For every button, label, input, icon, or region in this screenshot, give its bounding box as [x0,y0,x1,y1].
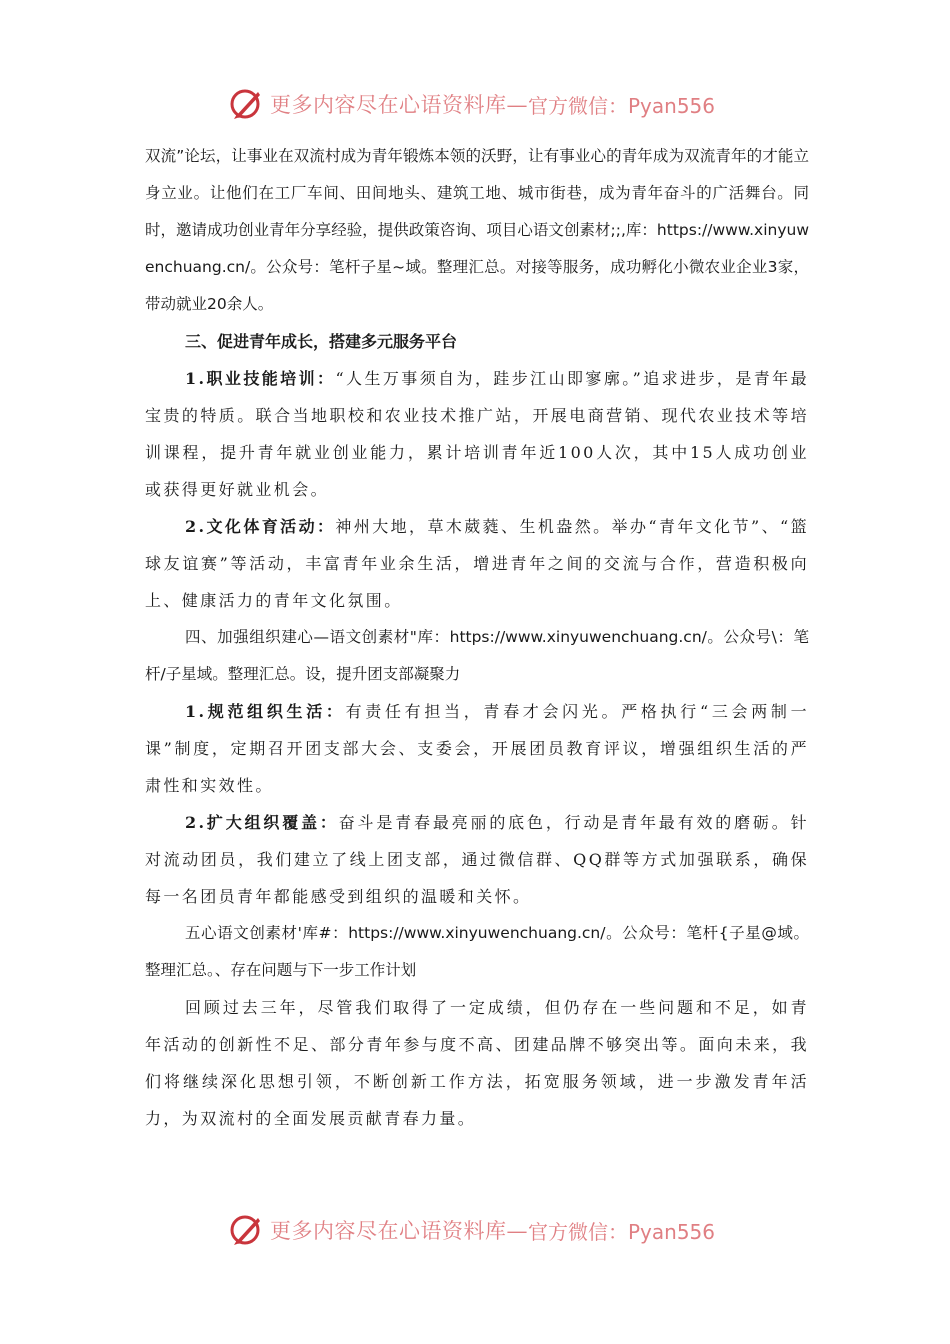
skills-training-lead: 1.职业技能培训： [185,369,336,388]
header-banner-wechat: 官方微信：Pyan556 [528,93,716,118]
skills-training-body: “人生万事须自为，跬步江山即寥廓。”追求进步，是青年最宝贵的特质。联合当地职校和农业技术推广站，开展电商营销、现代农业技术等培训课程，提升青年就业创业能力，累计培训青年近100人次，其中15人成功创业或获得更好就业机会。 [145,369,809,499]
footer-banner-text: 更多内容尽在心语资料库— [270,1219,528,1243]
section-heading-3: 三、促进青年成长，搭建多元服务平台 [185,332,458,351]
paragraph-intro: 双流”论坛，让事业在双流村成为青年锻炼本领的沃野，让有事业心的青年成为双流青年的才能立身立业。让他们在工厂车间、田间地头、建筑工地、城市街巷，成为青年奋斗的广活舞台。同时，邀请成功创业青年分享经验，提供政策咨询、项目心语文创素材;;,库：https://www.xinyuwenchuang.cn/。公众号：笔杆子星~域。整理汇总。对接等服务，成功孵化小微农业企业3家，带动就业20余人。 [145,147,809,313]
footer-banner [228,1210,715,1250]
pen-logo-icon [228,86,264,122]
footer-banner-wechat: 官方微信：Pyan556 [528,1219,716,1244]
paragraph-org-coverage [145,804,809,915]
paragraph-review-plan: 回顾过去三年，尽管我们取得了一定成绩，但仍存在一些问题和不足，如青年活动的创新性不足、部分青年参与度不高、团建品牌不够突出等。面向未来，我们将继续深化思想引领，不断创新工作方法，拓宽服务领域，进一步激发青年活力，为双流村的全面发展贡献青春力量。 [145,998,809,1128]
org-life-lead: 1.规范组织生活： [185,702,346,721]
pen-logo-icon [228,1212,264,1248]
paragraph-culture-sports [145,508,809,619]
section-heading-4: 四、加强组织建心—语文创素材"库：https://www.xinyuwenchuang.cn/。公众号\：笔杆/子星域。整理汇总。设，提升团支部凝聚力 [145,628,809,683]
header-banner-text: 更多内容尽在心语资料库— [270,93,528,117]
paragraph-skills-training [145,360,809,508]
org-life-body: 有责任有担当，青春才会闪光。严格执行“三会两制一课”制度，定期召开团支部大会、支委会，开展团员教育评议，增强组织生活的严肃性和实效性。 [145,702,809,795]
culture-sports-body: 神州大地，草木葳蕤、生机盎然。举办“青年文化节”、“篮球友谊赛”等活动，丰富青年业余生活，增进青年之间的交流与合作，营造积极向上、健康活力的青年文化氛围。 [145,517,809,610]
org-coverage-lead: 2.扩大组织覆盖： [185,813,339,832]
org-coverage-body: 奋斗是青春最亮丽的底色，行动是青年最有效的磨砺。针对流动团员，我们建立了线上团支部，通过微信群、QQ群等方式加强联系，确保每一名团员青年都能感受到组织的温暖和关怀。 [145,813,809,906]
culture-sports-lead: 2.文化体育活动： [185,517,336,536]
header-banner [228,84,715,124]
section-heading-5: 五心语文创素材'库#：https://www.xinyuwenchuang.cn/。公众号：笔杆{子星@域。整理汇总。、存在问题与下一步工作计划 [145,924,809,979]
paragraph-org-life [145,693,809,804]
document-body [145,138,809,1137]
